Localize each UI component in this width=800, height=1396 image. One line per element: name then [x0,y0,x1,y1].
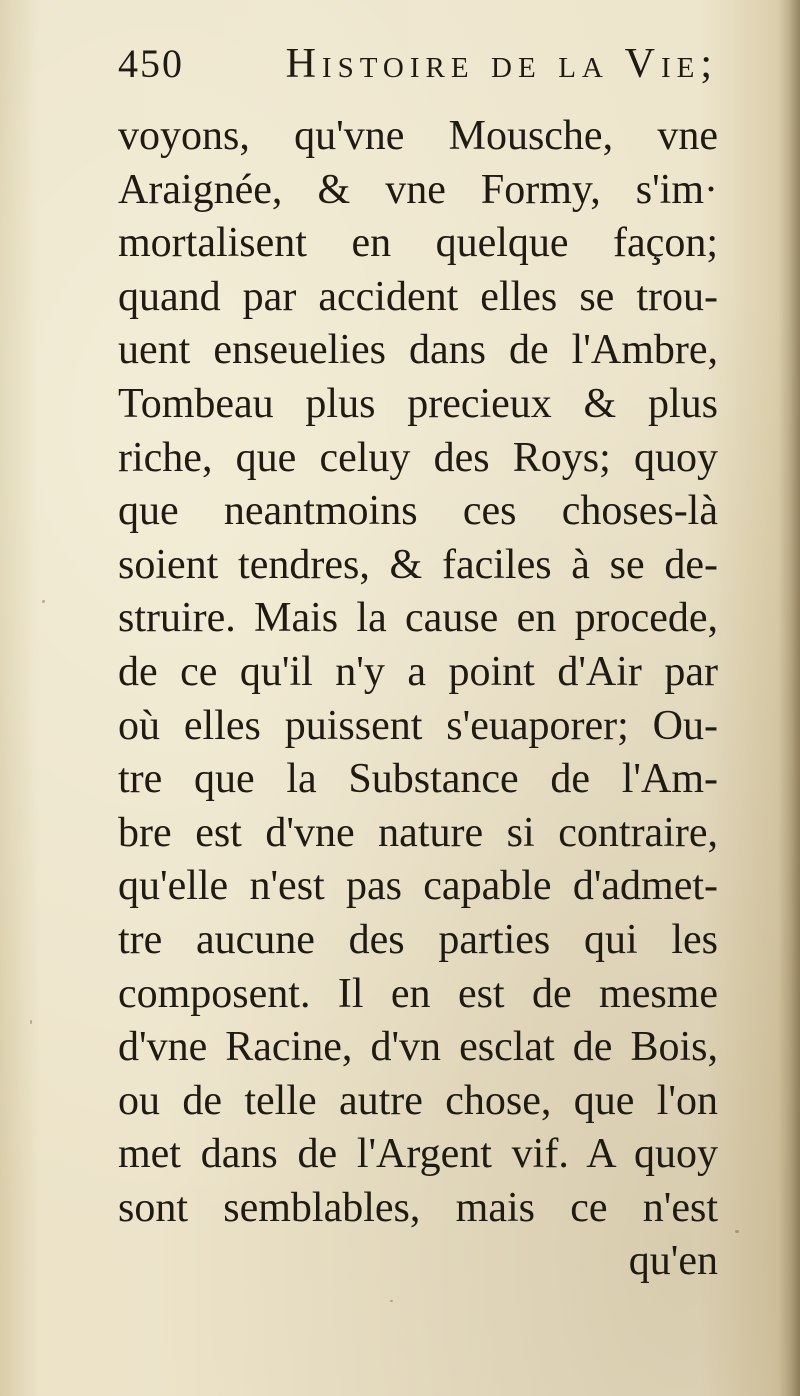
text-line: tre aucune des parties qui les [118,916,718,963]
catchword: qu'en [628,1238,718,1285]
text-line: que neantmoins ces choses-là [118,488,718,535]
text-line: tre que la Substance de l'Am- [118,756,718,803]
text-line: soient tendres, & faciles à se de- [118,541,718,588]
text-line: bre est d'vne nature si contraire, [118,809,718,856]
body-text [118,110,718,1235]
text-line: struire. Mais la cause en procede, [118,595,718,642]
text-line: mortalisent en quelque façon; [118,220,718,267]
text-line: de ce qu'il n'y a point d'Air par [118,648,718,695]
text-line: qu'elle n'est pas capable d'admet- [118,863,718,910]
text-line: Araignée, & vne Formy, s'im· [118,166,718,213]
text-line: Tombeau plus precieux & plus [118,380,718,427]
text-line: où elles puissent s'euaporer; Ou- [118,702,718,749]
text-line: uent enseuelies dans de l'Ambre, [118,327,718,374]
text-line: composent. Il en est de mesme [118,970,718,1017]
text-line: ou de telle autre chose, que l'on [118,1077,718,1124]
text-line: met dans de l'Argent vif. A quoy [118,1131,718,1178]
text-line: voyons, qu'vne Mousche, vne [118,113,718,159]
text-line: d'vne Racine, d'vn esclat de Bois, [118,1024,718,1071]
text-line: quand par accident elles se trou- [118,273,718,320]
text-block [118,40,718,1289]
paper-speck [42,600,45,603]
page-gutter-shadow [778,0,800,1396]
text-line: riche, que celuy des Roys; quoy [118,434,718,481]
running-title: Histoire de la Vie; [285,41,718,87]
running-head [118,40,718,110]
paper-speck [30,1020,32,1024]
text-line: sont semblables, mais ce n'est [118,1184,718,1231]
paper-speck [390,1300,393,1302]
page-number: 450 [118,41,184,86]
paper-speck [735,1230,739,1233]
